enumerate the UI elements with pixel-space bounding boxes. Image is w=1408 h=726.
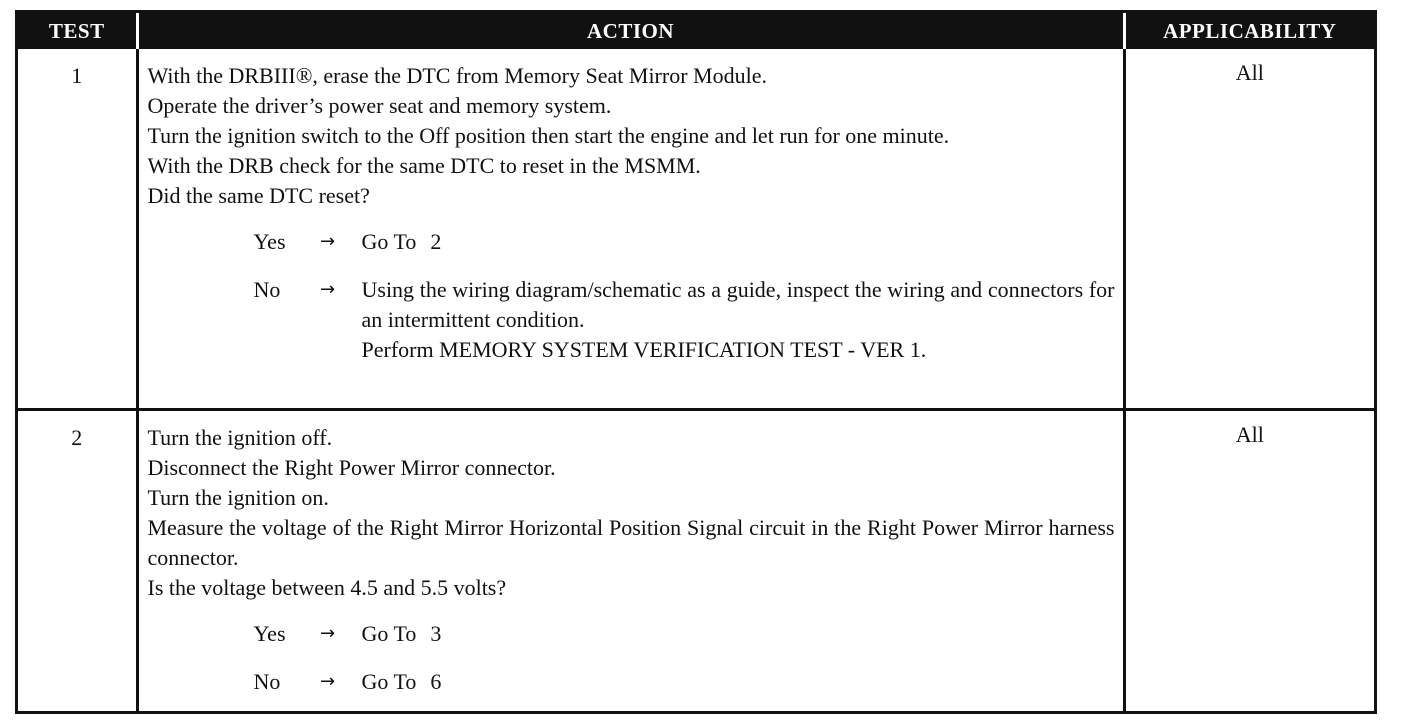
branch-no — [254, 275, 1115, 365]
applicability-cell: All — [1124, 49, 1374, 409]
goto-instruction — [348, 227, 1115, 257]
goto-instruction — [348, 619, 1115, 649]
diagnostic-test-table-frame — [15, 10, 1377, 714]
answer-label: Yes — [253, 229, 286, 254]
action-step: With the DRB check for the same DTC to reset in the MSMM. — [147, 153, 701, 178]
action-step: Turn the ignition on. — [147, 484, 329, 510]
branch-instruction-line: Perform MEMORY SYSTEM VERIFICATION TEST - VER 1. — [361, 337, 927, 362]
answer-branches — [148, 227, 1115, 365]
answer-label: No — [253, 668, 281, 694]
action-step: Operate the driver’s power seat and memory system. — [147, 93, 612, 118]
header-applicability: APPLICABILITY — [1124, 13, 1374, 49]
branch-instruction-line: Using the wiring diagram/schematic as a guide, inspect the wiring and connectors for an intermittent condition. — [361, 277, 1115, 332]
branch-yes — [254, 619, 1115, 649]
right-arrow-icon: → — [319, 622, 336, 644]
right-arrow-icon: → — [319, 670, 336, 692]
test-number: 2 — [18, 409, 137, 711]
answer-label: Yes — [253, 620, 286, 646]
table-header — [18, 13, 1374, 49]
goto-instruction — [348, 667, 1115, 697]
action-step: Turn the ignition switch to the Off position then start the engine and let run for one minute. — [147, 123, 950, 148]
right-arrow-icon: → — [319, 279, 336, 300]
goto-label: Go To — [361, 620, 417, 646]
action-step: Disconnect the Right Power Mirror connector. — [147, 454, 556, 480]
header-action: ACTION — [137, 13, 1124, 49]
goto-target: 3 — [430, 620, 442, 646]
goto-target: 6 — [430, 668, 442, 694]
answer-branches — [148, 619, 1115, 697]
branch-no — [254, 667, 1115, 697]
action-question: Is the voltage between 4.5 and 5.5 volts? — [147, 574, 507, 600]
action-cell — [137, 409, 1124, 711]
applicability-cell: All — [1124, 409, 1374, 711]
header-test: TEST — [18, 13, 137, 49]
answer-label: No — [253, 277, 281, 302]
branch-instruction — [348, 275, 1115, 365]
goto-label: Go To — [361, 668, 417, 694]
table-body — [18, 49, 1374, 711]
action-step: Turn the ignition off. — [147, 424, 333, 450]
header-row — [18, 13, 1374, 49]
goto-target: 2 — [430, 229, 442, 254]
table-row — [18, 49, 1374, 409]
goto-label: Go To — [361, 229, 417, 254]
table-row — [18, 409, 1374, 711]
action-question: Did the same DTC reset? — [147, 183, 370, 208]
right-arrow-icon: → — [319, 231, 336, 252]
branch-yes — [254, 227, 1115, 257]
action-cell — [137, 49, 1124, 409]
test-number: 1 — [71, 63, 83, 88]
diagnostic-test-table — [18, 13, 1374, 711]
action-step: With the DRBIII®, erase the DTC from Memory Seat Mirror Module. — [147, 63, 767, 88]
action-step: Measure the voltage of the Right Mirror Horizontal Position Signal circuit in the Right Power Mirror harness connector. — [147, 514, 1115, 570]
